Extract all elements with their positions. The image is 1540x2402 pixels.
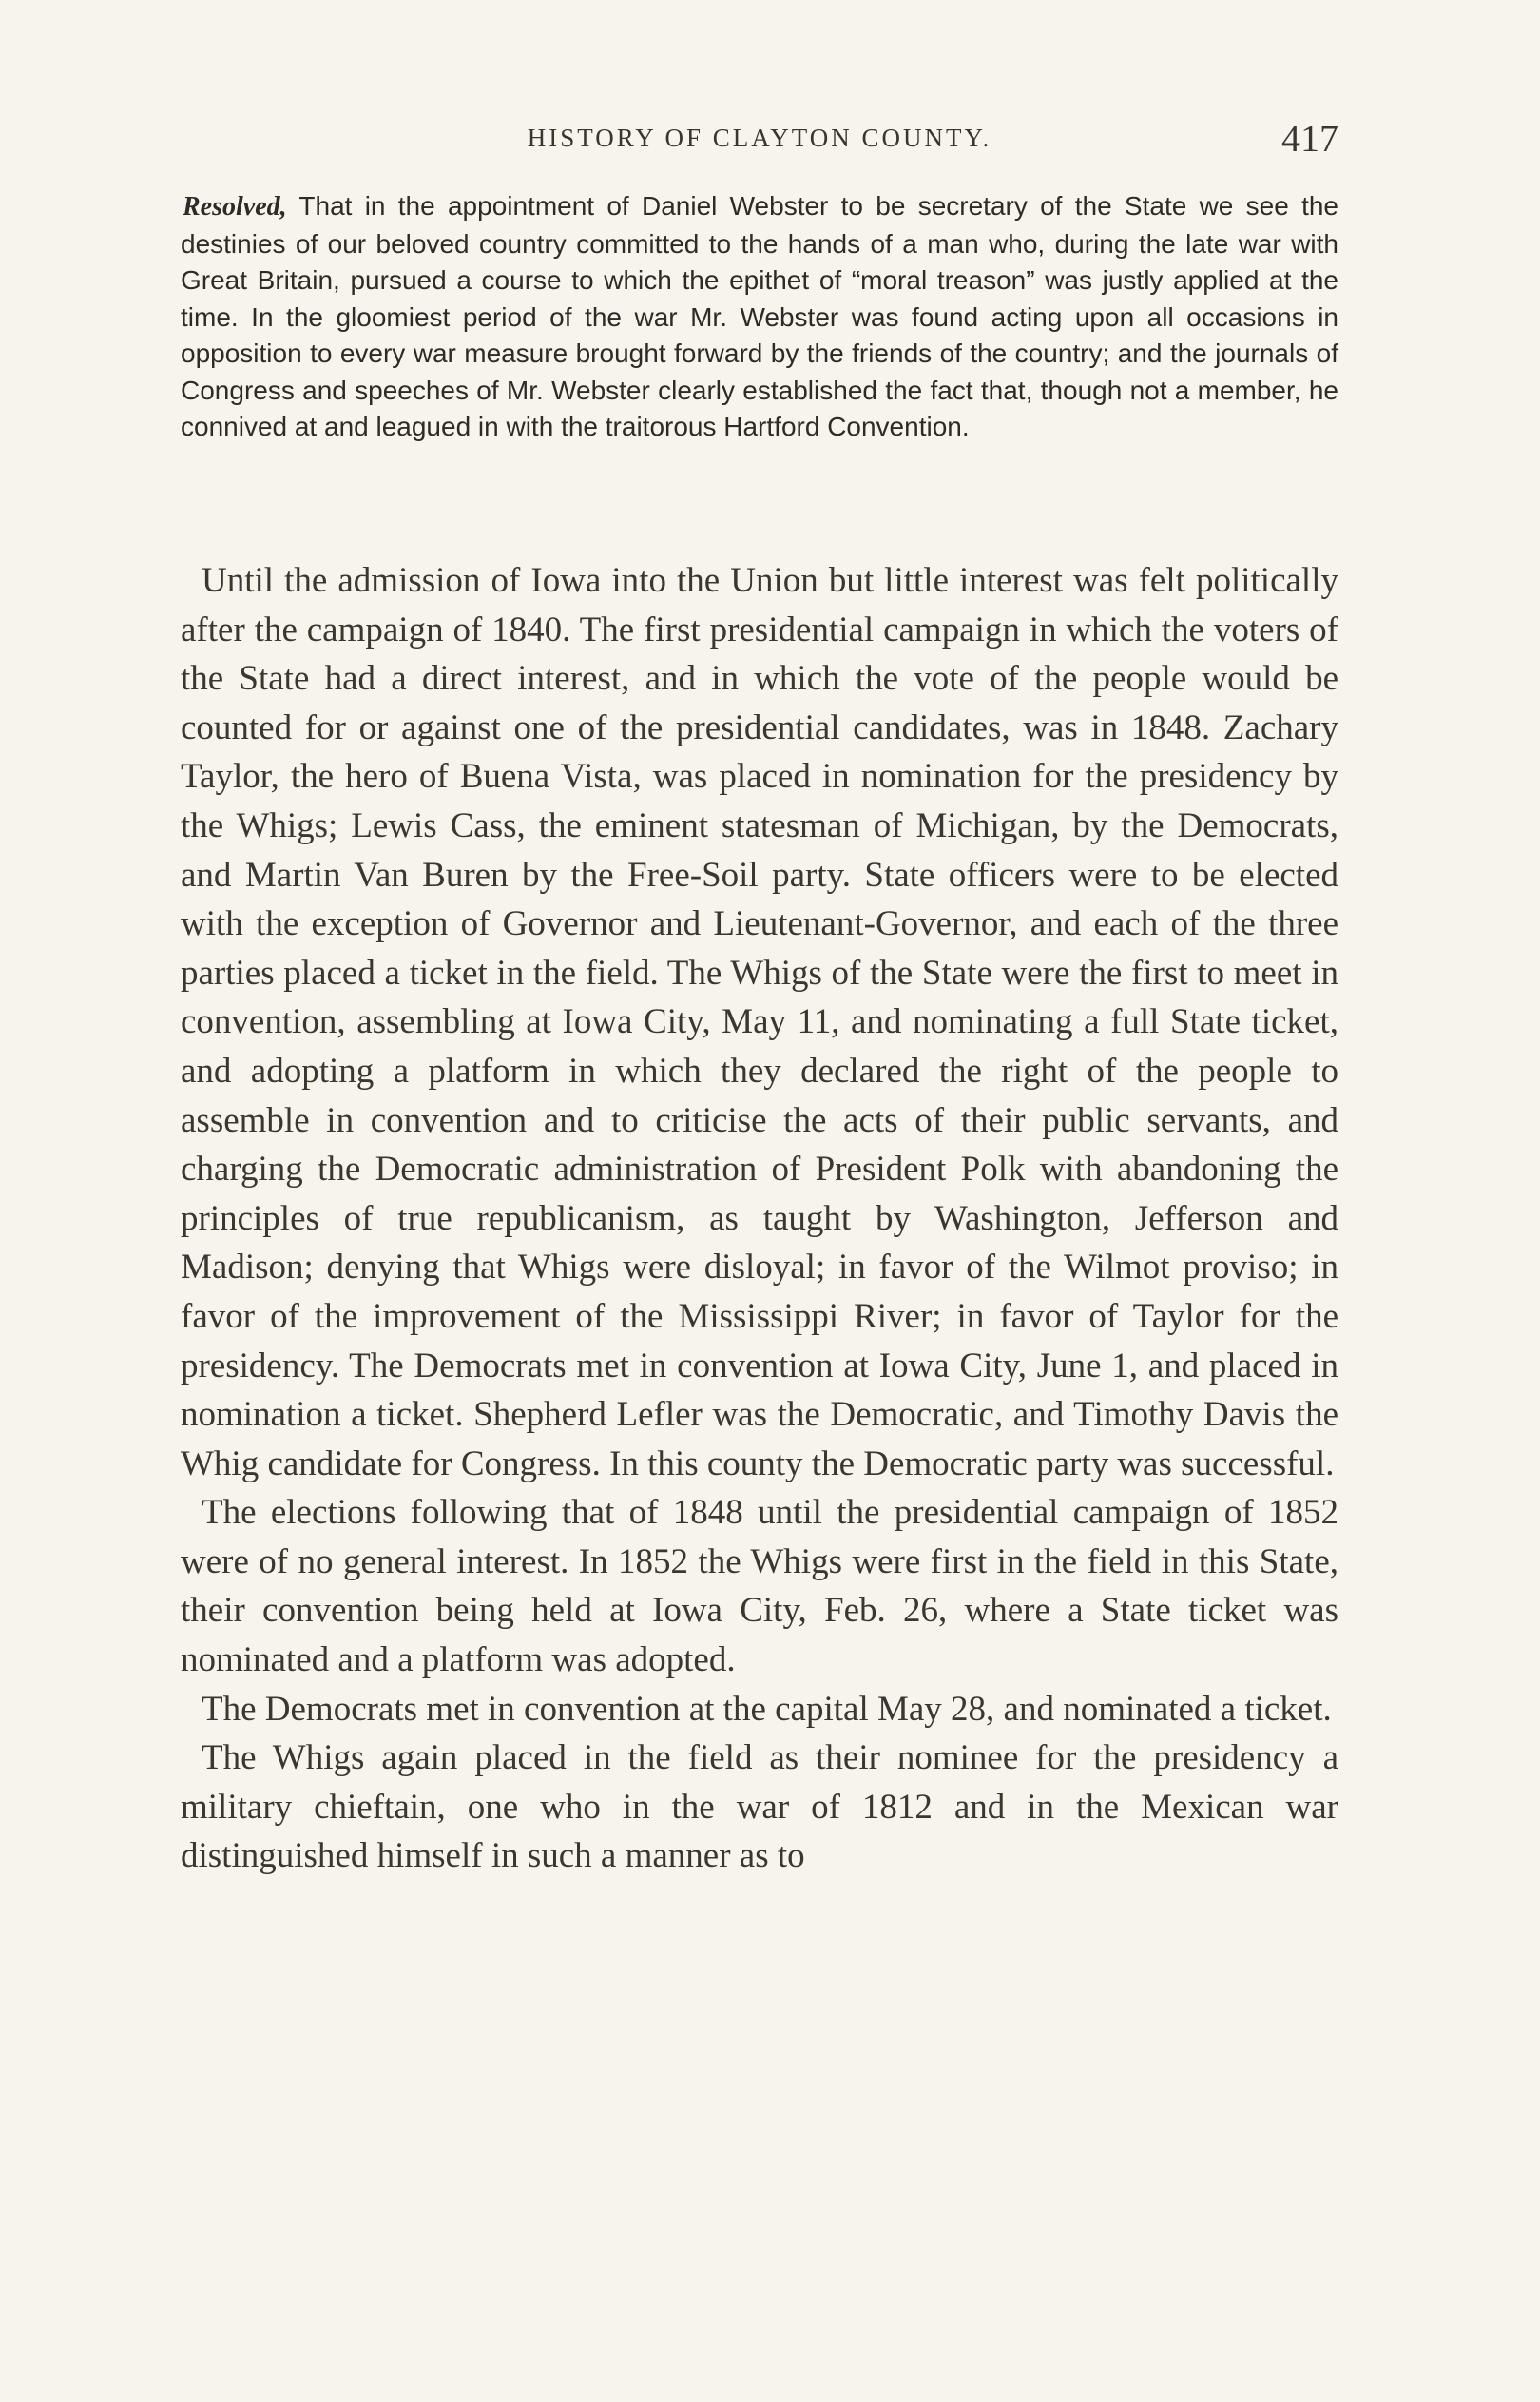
running-title: HISTORY OF CLAYTON COUNTY. [527,124,992,152]
paragraph-2: The elections following that of 1848 until the presidential campaign of 1852 were of no general interest. In 1852 the Whigs were first in the field in this State, their convention being held at Iowa City, Feb. 26, where a State ticket was nominated and a platform was adopted. [181,1493,1338,1680]
paragraph-1: Until the admission of Iowa into the Union but little interest was felt politically after the campaign of 1840. The first presidential campaign in which the voters of the State had a direct interest, and in which the vote of the people would be counted for or against one of the presidential candidates, was in 1848. Zachary Taylor, the hero of Buena Vista, was placed in nomination for the presidency by the Whigs; Lewis Cass, the eminent statesman of Michigan, by the Democrats, and Martin Van Buren by the Free-Soil party. State officers were to be elected with the exception of Governor and Lieutenant-Governor, and each of the three parties placed a ticket in the field. The Whigs of the State were the first to meet in convention, assembling at Iowa City, May 11, and nominating a full State ticket, and adopting a platform in which they declared the right of the people to assemble in convention and to criticise the acts of their public servants, and charging the Democratic administration of President Polk with abandoning the principles of true republicanism, as taught by Washington, Jefferson and Madison; denying that Whigs were disloyal; in favor of the Wilmot proviso; in favor of the improvement of the Mississippi River; in favor of Taylor for the presidency. The Democrats met in convention at Iowa City, June 1, and placed in nomination a ticket. Shepherd Lefler was the Democratic, and Timothy Davis the Whig candidate for Congress. In this county the Democratic party was successful. [181,561,1338,1483]
paragraph-3: The Democrats met in convention at the capital May 28, and nominated a ticket. [202,1689,1332,1729]
body-text [181,556,1338,1881]
page-number: 417 [1281,117,1338,160]
resolved-lead-word: Resolved, [183,192,287,222]
running-head [181,116,1338,173]
resolution-text: That in the appointment of Daniel Webster to be secretary of the State we see the destinies of our beloved country committed to the hands of a man who, during the late war with Great Britain, pursued a course to which the epithet of “moral treason” was justly applied at the time. In the gloomiest period of the war Mr. Webster was found acting upon all occasions in opposition to every war measure brought forward by the friends of the country; and the journals of Congress and speeches of Mr. Webster clearly established the fact that, though not a member, he connived at and leagued in with the traitorous Hartford Convention. [181,191,1338,441]
resolution-paragraph [181,188,1338,446]
paragraph-4: The Whigs again placed in the field as their nominee for the presidency a military chieftain, one who in the war of 1812 and in the Mexican war distinguished himself in such a manner as to [181,1738,1338,1876]
